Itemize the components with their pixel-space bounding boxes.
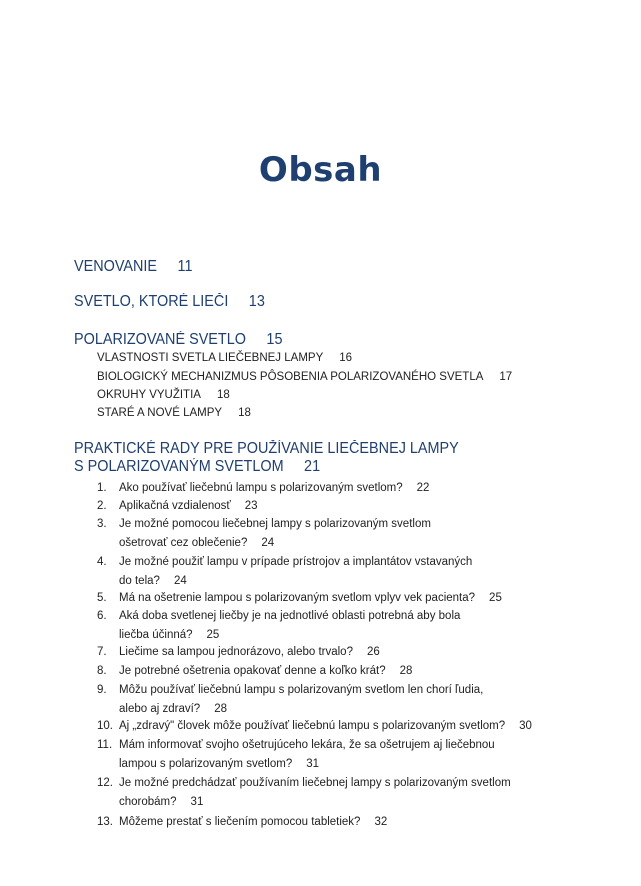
item-number: 4.: [97, 556, 107, 568]
section-page: 11: [177, 258, 193, 275]
item-text: Ako používať liečebnú lampu s polarizovaným svetlom?: [119, 482, 403, 494]
item-page: 28: [214, 702, 227, 715]
subsection-page: 18: [216, 389, 230, 401]
section-label: POLARIZOVANÉ SVETLO: [74, 331, 246, 348]
item-number: 3.: [97, 518, 107, 530]
subsection-label: VLASTNOSTI SVETLA LIEČEBNEJ LAMPY: [97, 352, 324, 364]
item-text: Aká doba svetlenej liečby je na jednotlivé oblasti potrebná aby bola: [119, 610, 461, 622]
toc-section-prakticke-line2[interactable]: [74, 458, 320, 476]
item-page: 28: [399, 665, 413, 677]
item-page: 31: [190, 795, 204, 808]
item-number: 8.: [97, 665, 107, 677]
item-number: 7.: [97, 646, 107, 658]
item-page: 30: [519, 720, 532, 732]
item-text: Mám informovať svojho ošetrujúceho lekára, že sa ošetrujem aj liečebnou: [119, 739, 495, 751]
section-label: PRAKTICKÉ RADY PRE POUŽÍVANIE LIEČEBNEJ LAMPY: [74, 440, 459, 457]
item-page: 25: [206, 628, 220, 641]
item-number: 13.: [97, 816, 113, 828]
toc-subsection[interactable]: [97, 369, 512, 385]
item-text: Aplikačná vzdialenosť: [119, 500, 231, 512]
item-text-cont: ošetrovať cez oblečenie?: [119, 536, 248, 549]
item-text: Môžeme prestať s liečením pomocou tabletiek?: [119, 816, 361, 828]
item-number: 5.: [97, 592, 107, 604]
item-text: Je možné použiť lampu v prípade prístrojov a implantátov vstavaných: [119, 556, 473, 568]
section-page: 15: [266, 331, 283, 348]
item-text: Je potrebné ošetrenia opakovať denne a koľko krát?: [119, 665, 386, 677]
section-page: 13: [248, 293, 265, 310]
item-page: 22: [416, 482, 430, 494]
item-text: Liečime sa lampou jednorázovo, alebo trvalo?: [119, 646, 353, 658]
subsection-label: OKRUHY VYUŽITIA: [97, 389, 201, 401]
subsection-page: 16: [339, 352, 353, 364]
item-text-cont: do tela?: [119, 574, 160, 587]
item-text: Má na ošetrenie lampou s polarizovaným svetlom vplyv vek pacienta?: [119, 592, 476, 604]
item-text: Je možné predchádzať používaním liečebnej lampy s polarizovaným svetlom: [119, 777, 511, 789]
item-number: 2.: [97, 500, 107, 512]
subsection-page: 17: [499, 371, 513, 383]
toc-section-venovanie[interactable]: [74, 258, 192, 276]
item-text-cont: lampou s polarizovaným svetlom?: [119, 757, 293, 770]
toc-subsection[interactable]: [97, 350, 352, 366]
item-page: 31: [306, 757, 320, 770]
item-text: Môžu používať liečebnú lampu s polarizovaným svetlom len chorí ľudia,: [119, 684, 484, 696]
item-page: 25: [489, 592, 502, 604]
item-number: 1.: [97, 482, 107, 494]
item-number: 11.: [97, 739, 113, 751]
item-number: 10.: [97, 720, 113, 732]
item-number: 9.: [97, 684, 107, 696]
toc-section-polarizovane[interactable]: [74, 331, 282, 349]
item-page: 24: [261, 536, 275, 549]
section-page: 21: [304, 458, 321, 475]
item-page: 26: [366, 646, 380, 658]
item-page: 24: [173, 574, 187, 587]
section-label: VENOVANIE: [74, 258, 158, 275]
section-label: S POLARIZOVANÝM SVETLOM: [74, 458, 284, 475]
item-page: 32: [374, 816, 388, 828]
subsection-label: STARÉ A NOVÉ LAMPY: [97, 407, 223, 419]
subsection-page: 18: [238, 407, 251, 419]
toc-subsection[interactable]: [97, 405, 251, 421]
item-text: Aj „zdravý" človek môže používať liečebnú lampu s polarizovaným svetlom?: [119, 720, 506, 732]
subsection-label: BIOLOGICKÝ MECHANIZMUS PÔSOBENIA POLARIZOVANÉHO SVETLA: [97, 371, 484, 383]
item-number: 6.: [97, 610, 107, 622]
item-text-cont: liečba účinná?: [119, 628, 193, 641]
toc-subsection[interactable]: [97, 387, 230, 403]
item-page: 23: [244, 500, 258, 512]
item-text: Je možné pomocou liečebnej lampy s polarizovaným svetlom: [119, 518, 431, 530]
section-label: SVETLO, KTORÉ LIEČI: [74, 293, 229, 310]
item-number: 12.: [97, 777, 113, 789]
toc-section-prakticke-line1[interactable]: [74, 440, 459, 458]
toc-section-svetlo[interactable]: [74, 293, 265, 311]
item-text-cont: alebo aj zdraví?: [119, 702, 201, 715]
page-title: Obsah: [258, 150, 383, 190]
item-text-cont: chorobám?: [119, 795, 177, 808]
